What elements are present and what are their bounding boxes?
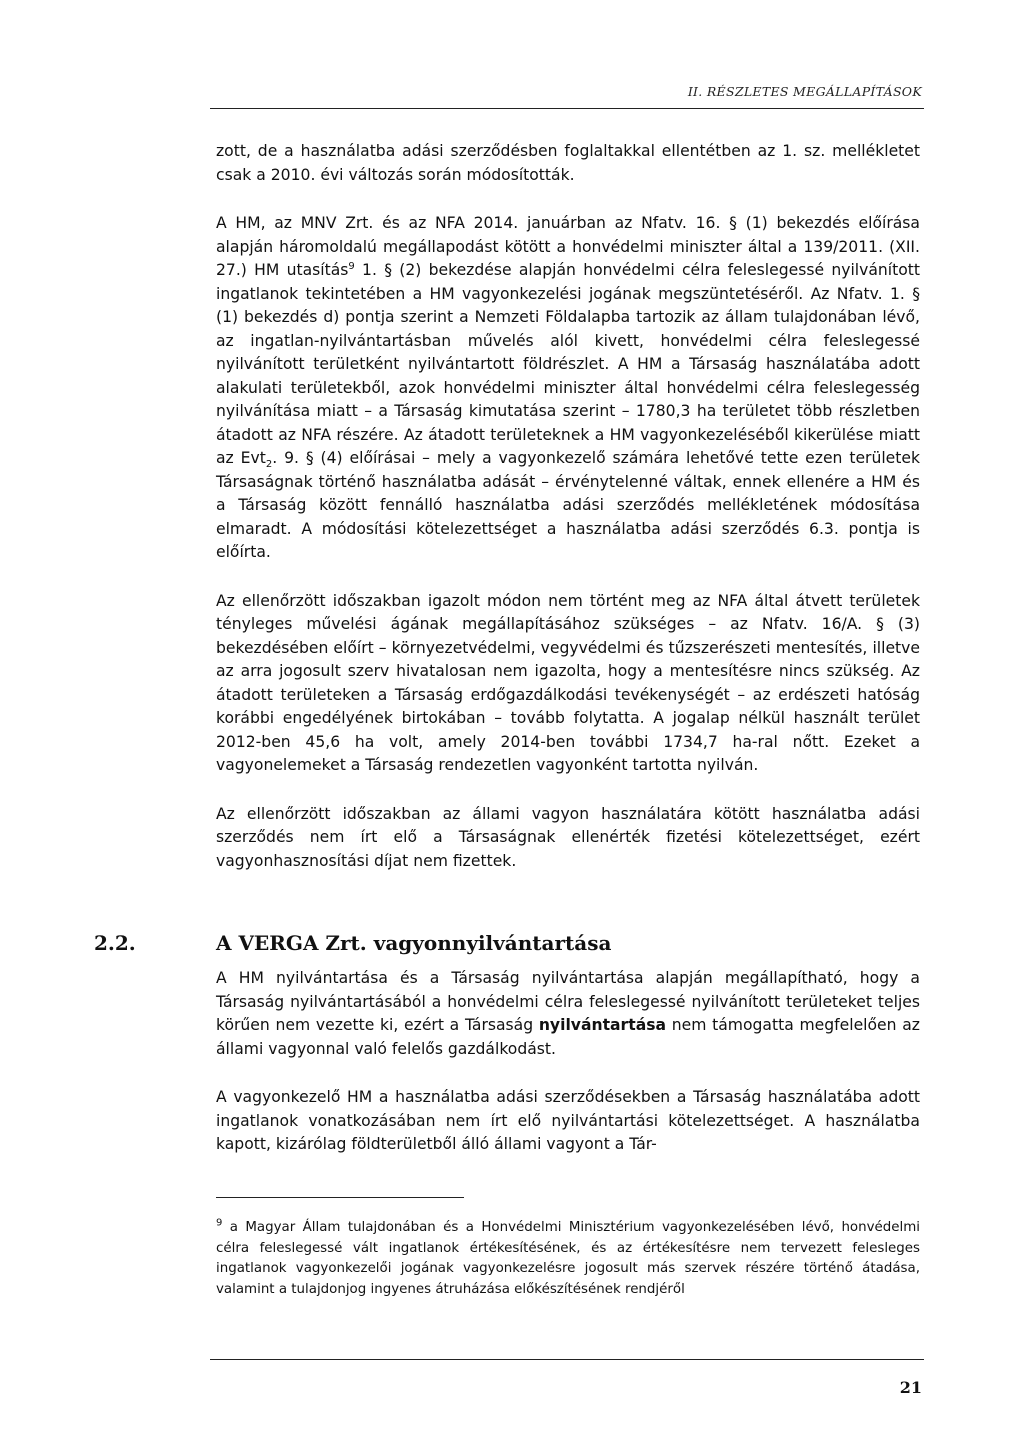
header-divider [210, 108, 924, 109]
paragraph: Az ellenőrzött időszakban igazolt módon nem történt meg az NFA által átvett területek tényleges művelési ágának megállapításához szükséges – az Nfatv. 16/A. § (3) bekezdésében előírt – környezetvédelmi, vegyvédelmi és tűzszerészeti mentesítés, illetve az arra jogosult szerv hivatalosan nem igazolta, hogy a mentesítésre nincs szükség. Az átadott területeken a Társaság erdőgazdálkodási tevékenységét – az erdészeti hatóság korábbi engedélyének birtokában – tovább folytatta. A jogalap nélkül használt terület 2012-ben 45,6 ha volt, amely 2014-ben további 1734,7 ha-ral nőtt. Ezeket a vagyonelemeket a Társaság rendezetlen vagyonként tartotta nyilván. [216, 591, 920, 774]
paragraph: A vagyonkezelő HM a használatba adási szerződésekben a Társaság használatába adott ingatlanok vonatkozásában nem írt elő nyilvántartási kötelezettséget. A használatba kapott, kizárólag földterületből álló állami vagyont a Tár- [216, 1088, 920, 1153]
running-header: II. RÉSZLETES MEGÁLLAPÍTÁSOK [687, 84, 922, 99]
footnote-marker: 9 [216, 1217, 223, 1229]
subscript: 2 [265, 459, 273, 471]
paragraph: Az ellenőrzött időszakban az állami vagyon használatára kötött használatba adási szerződés nem írt elő a Társaságnak ellenérték fizetési kötelezettséget, ezért vagyonhasznosítási díjat nem fizettek. [216, 804, 920, 870]
paragraph: A HM, az MNV Zrt. és az NFA 2014. januárban az Nfatv. 16. § (1) bekezdés előírása alapján háromoldalú megállapodást kötött a honvédelmi miniszter által a 139/2011. (XII. 27.) HM utasítás$^9$ 1. § (2) bekezdése alapján honvédelmi célra feleslegessé nyilvánított ingatlanok tekintetében a HM vagyonkezelési jogának megszüntetéséről. Az Nfatv. 1. § (1) bekezdés d) pontja szerint a Nemzeti Földalapba tartozik az állam tulajdonában lévő, az ingatlan-nyilvántartásban művelés alól kivett, honvédelmi célra feleslegessé nyilvánított területként nyilvántartott földrészlet. A HM a Társaság használatába adott alakulati területekből, azok honvédelmi miniszter által honvédelmi célra feleslegesség nyilvánítása miatt – a Társaság kimutatása szerint – 1780,3 ha területet több részletben átadott az NFA részére. Az átadott területeknek a HM vagyonkezeléséből kikerülése miatt az Evt$_2$. 9. § (4) előírásai – mely a vagyonkezelő számára lehetővé tette ezen területek Társaságnak történő használatba adását – érvénytelenné váltak, ennek ellenére a HM és a Társaság között fennálló használatba adási szerződés mellékletének módosítása elmaradt. A módosítási kötelezettséget a használatba adási szerződés 6.3. pontja is előírta. [216, 214, 920, 561]
page-number: 21 [899, 1378, 922, 1397]
paragraph: A HM nyilvántartása és a Társaság nyilvántartása alapján megállapítható, hogy a Társaság nyilvántartásából a honvédelmi célra feleslegessé nyilvánított területeket teljes körűen nem vezette ki, ezért a Társaság nyilvántartása nem támogatta megfelelően az állami vagyonnal való felelős gazdálkodást. [216, 969, 920, 1058]
footnote-divider [216, 1197, 464, 1198]
section-number: 2.2. [94, 931, 136, 955]
section-title: A VERGA Zrt. vagyonnyilvántartása [216, 931, 612, 955]
paragraph: zott, de a használatba adási szerződésben foglaltakkal ellentétben az 1. sz. mellékletet csak a 2010. évi változás során módosították. [216, 142, 920, 184]
footnote-reference: 9 [348, 260, 355, 272]
footer-divider [210, 1359, 924, 1360]
bold-term: nyilvántartása [538, 1016, 667, 1034]
main-text [216, 140, 920, 898]
section-text [216, 967, 920, 1182]
footnote: $^9$ a Magyar Állam tulajdonában és a Honvédelmi Minisztérium vagyonkezelésében lévő, honvédelmi célra feleslegessé vált ingatlanok értékesítésének, és az értékesítésre nem tervezett felesleges ingatlanok vagyonkezelői jogának vagyonkezelésre jogosult más szervek részére történő átadása, valamint a tulajdonjog ingyenes átruházása előkészítésének rendjéről [216, 1217, 920, 1297]
